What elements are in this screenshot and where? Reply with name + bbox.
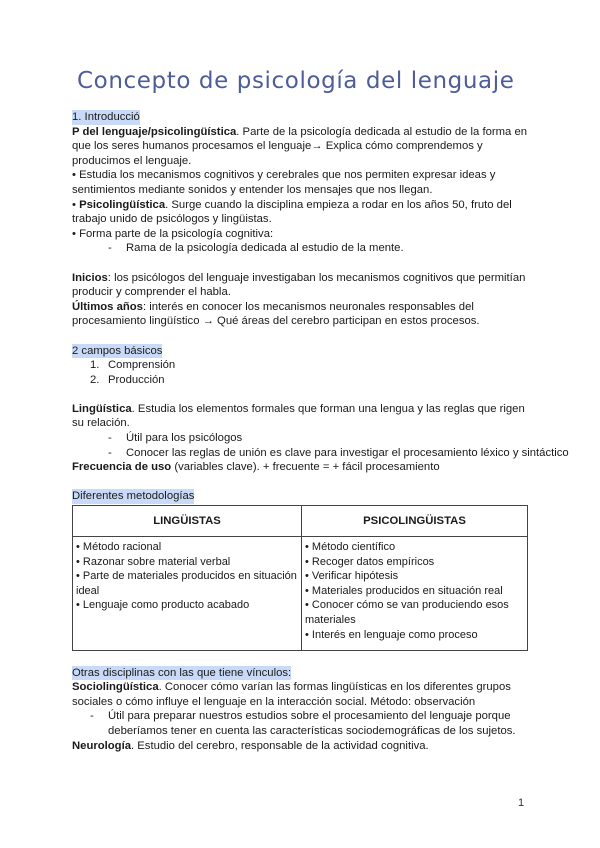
- paragraph-inicios: [72, 271, 532, 300]
- list-number: 1.: [90, 359, 100, 372]
- frecuencia-text: (variables clave). + frecuente = + fácil procesamiento: [171, 461, 440, 474]
- sub-item-rama: [72, 241, 532, 256]
- bullet-marker: •: [72, 198, 80, 211]
- cell-item: • Conocer cómo se van produciendo esos materiales: [305, 599, 509, 626]
- list-number: 2.: [90, 373, 100, 386]
- sub-item-socio: [72, 709, 532, 738]
- list-text: Comprensión: [108, 359, 176, 372]
- cell-item: • Materiales producidos en situación real: [305, 584, 503, 597]
- cell-item: • Verificar hipótesis: [305, 570, 399, 583]
- cell-item: • Recoger datos empíricos: [305, 555, 435, 568]
- dash-marker: -: [90, 710, 94, 723]
- sub-item-text: Conocer las reglas de unión es clave para investigar el procesamiento léxico y sintáctico: [126, 446, 569, 459]
- section-heading-otras: Otras disciplinas con las que tiene vínculos:: [72, 666, 292, 679]
- term-inicios: Inicios: [72, 271, 108, 284]
- bullet-mecanismos: • Estudia los mecanismos cognitivos y cerebrales que nos permiten expresar ideas y sentimientos mediante sonidos y entender los mensajes que nos llegan.: [72, 169, 496, 196]
- paragraph-definition: [72, 125, 532, 169]
- term-psicolinguistica-2: Psicolingüística: [79, 198, 166, 211]
- column-header-psicolinguistas: PSICOLINGÜISTAS: [302, 506, 528, 537]
- sub-item-util: [72, 431, 532, 446]
- sub-item-text: Rama de la psicología dedicada al estudio de la mente.: [126, 242, 404, 255]
- sub-item-text: Útil para los psicólogos: [126, 432, 243, 445]
- cell-linguistas: [73, 537, 302, 651]
- list-item-produccion: [72, 373, 532, 388]
- page-title: Concepto de psicología del lenguaje: [77, 68, 515, 94]
- section-heading-introduccion: 1. Introducció: [72, 111, 140, 123]
- sub-item-text: Útil para preparar nuestros estudios sobre el procesamiento del lenguaje porque deberíamos tener en cuenta las características sociodemográficas de los sujetos.: [108, 710, 516, 737]
- definition-text: . Parte de la psicología dedicada al estudio de la forma en que los seres humanos procesamos el lenguaje→ Explica cómo comprendemos y producimos el lenguaje.: [72, 125, 528, 167]
- paragraph-ultimos: [72, 300, 532, 329]
- list-item-comprension: [72, 358, 532, 373]
- cell-item: • Método racional: [76, 541, 162, 554]
- paragraph-neurologia: [72, 739, 532, 754]
- term-sociolinguistica: Sociolingüística: [72, 681, 159, 694]
- dash-marker: -: [108, 242, 112, 255]
- term-linguistica: Lingüística: [72, 402, 132, 415]
- section-heading-campos: 2 campos básicos: [72, 344, 163, 357]
- list-text: Producción: [108, 373, 165, 386]
- methodology-table: [72, 505, 528, 651]
- cell-item: • Método científico: [305, 541, 396, 554]
- ultimos-text: : interés en conocer los mecanismos neuronales responsables del procesamiento lingüístico → Qué áreas del cerebro participan en estos procesos.: [72, 300, 480, 328]
- cell-item: • Razonar sobre material verbal: [76, 555, 231, 568]
- inicios-text: : los psicólogos del lenguaje investigaban los mecanismos cognitivos que permitían producir y comprender el habla.: [72, 271, 526, 299]
- paragraph-linguistica: [72, 402, 532, 431]
- dash-marker: -: [108, 446, 112, 459]
- table-row: [73, 537, 528, 651]
- cell-item: • Parte de materiales producidos en situación ideal: [76, 570, 297, 597]
- term-neurologia: Neurología: [72, 739, 131, 752]
- term-frecuencia: Frecuencia de uso: [72, 461, 172, 474]
- section-heading-metodologias: Diferentes metodologías: [72, 490, 195, 503]
- sub-item-reglas: [72, 446, 569, 461]
- bullet-text: . Surge cuando la disciplina empieza a rodar en los años 50, fruto del trabajo unido de psicólogos y lingüistas.: [72, 198, 512, 226]
- dash-marker: -: [108, 432, 112, 445]
- bullet-psicologia-cognitiva: • Forma parte de la psicología cognitiva:: [72, 227, 274, 240]
- page-number: 1: [518, 797, 525, 809]
- cell-item: • Lenguaje como producto acabado: [76, 599, 250, 612]
- bullet-psicolinguistica: [72, 198, 532, 227]
- paragraph-frecuencia: [72, 460, 532, 475]
- paragraph-sociolinguistica: [72, 680, 532, 709]
- term-psicolinguistica: P del lenguaje/psicolingüística: [72, 125, 237, 138]
- sociolinguistica-text: . Conocer cómo varían las formas lingüísticas en los diferentes grupos sociales o cómo influye el lenguaje en la interacción social. Método: observación: [72, 681, 511, 708]
- neurologia-text: . Estudio del cerebro, responsable de la actividad cognitiva.: [131, 739, 429, 752]
- linguistica-text: . Estudia los elementos formales que forman una lengua y las reglas que rigen su relación.: [72, 402, 525, 430]
- document-body: [72, 110, 569, 753]
- cell-item: • Interés en lenguaje como proceso: [305, 628, 478, 641]
- cell-psicolinguistas: [302, 537, 528, 651]
- column-header-linguistas: LINGÜISTAS: [73, 506, 302, 537]
- term-ultimos: Últimos años: [72, 300, 143, 313]
